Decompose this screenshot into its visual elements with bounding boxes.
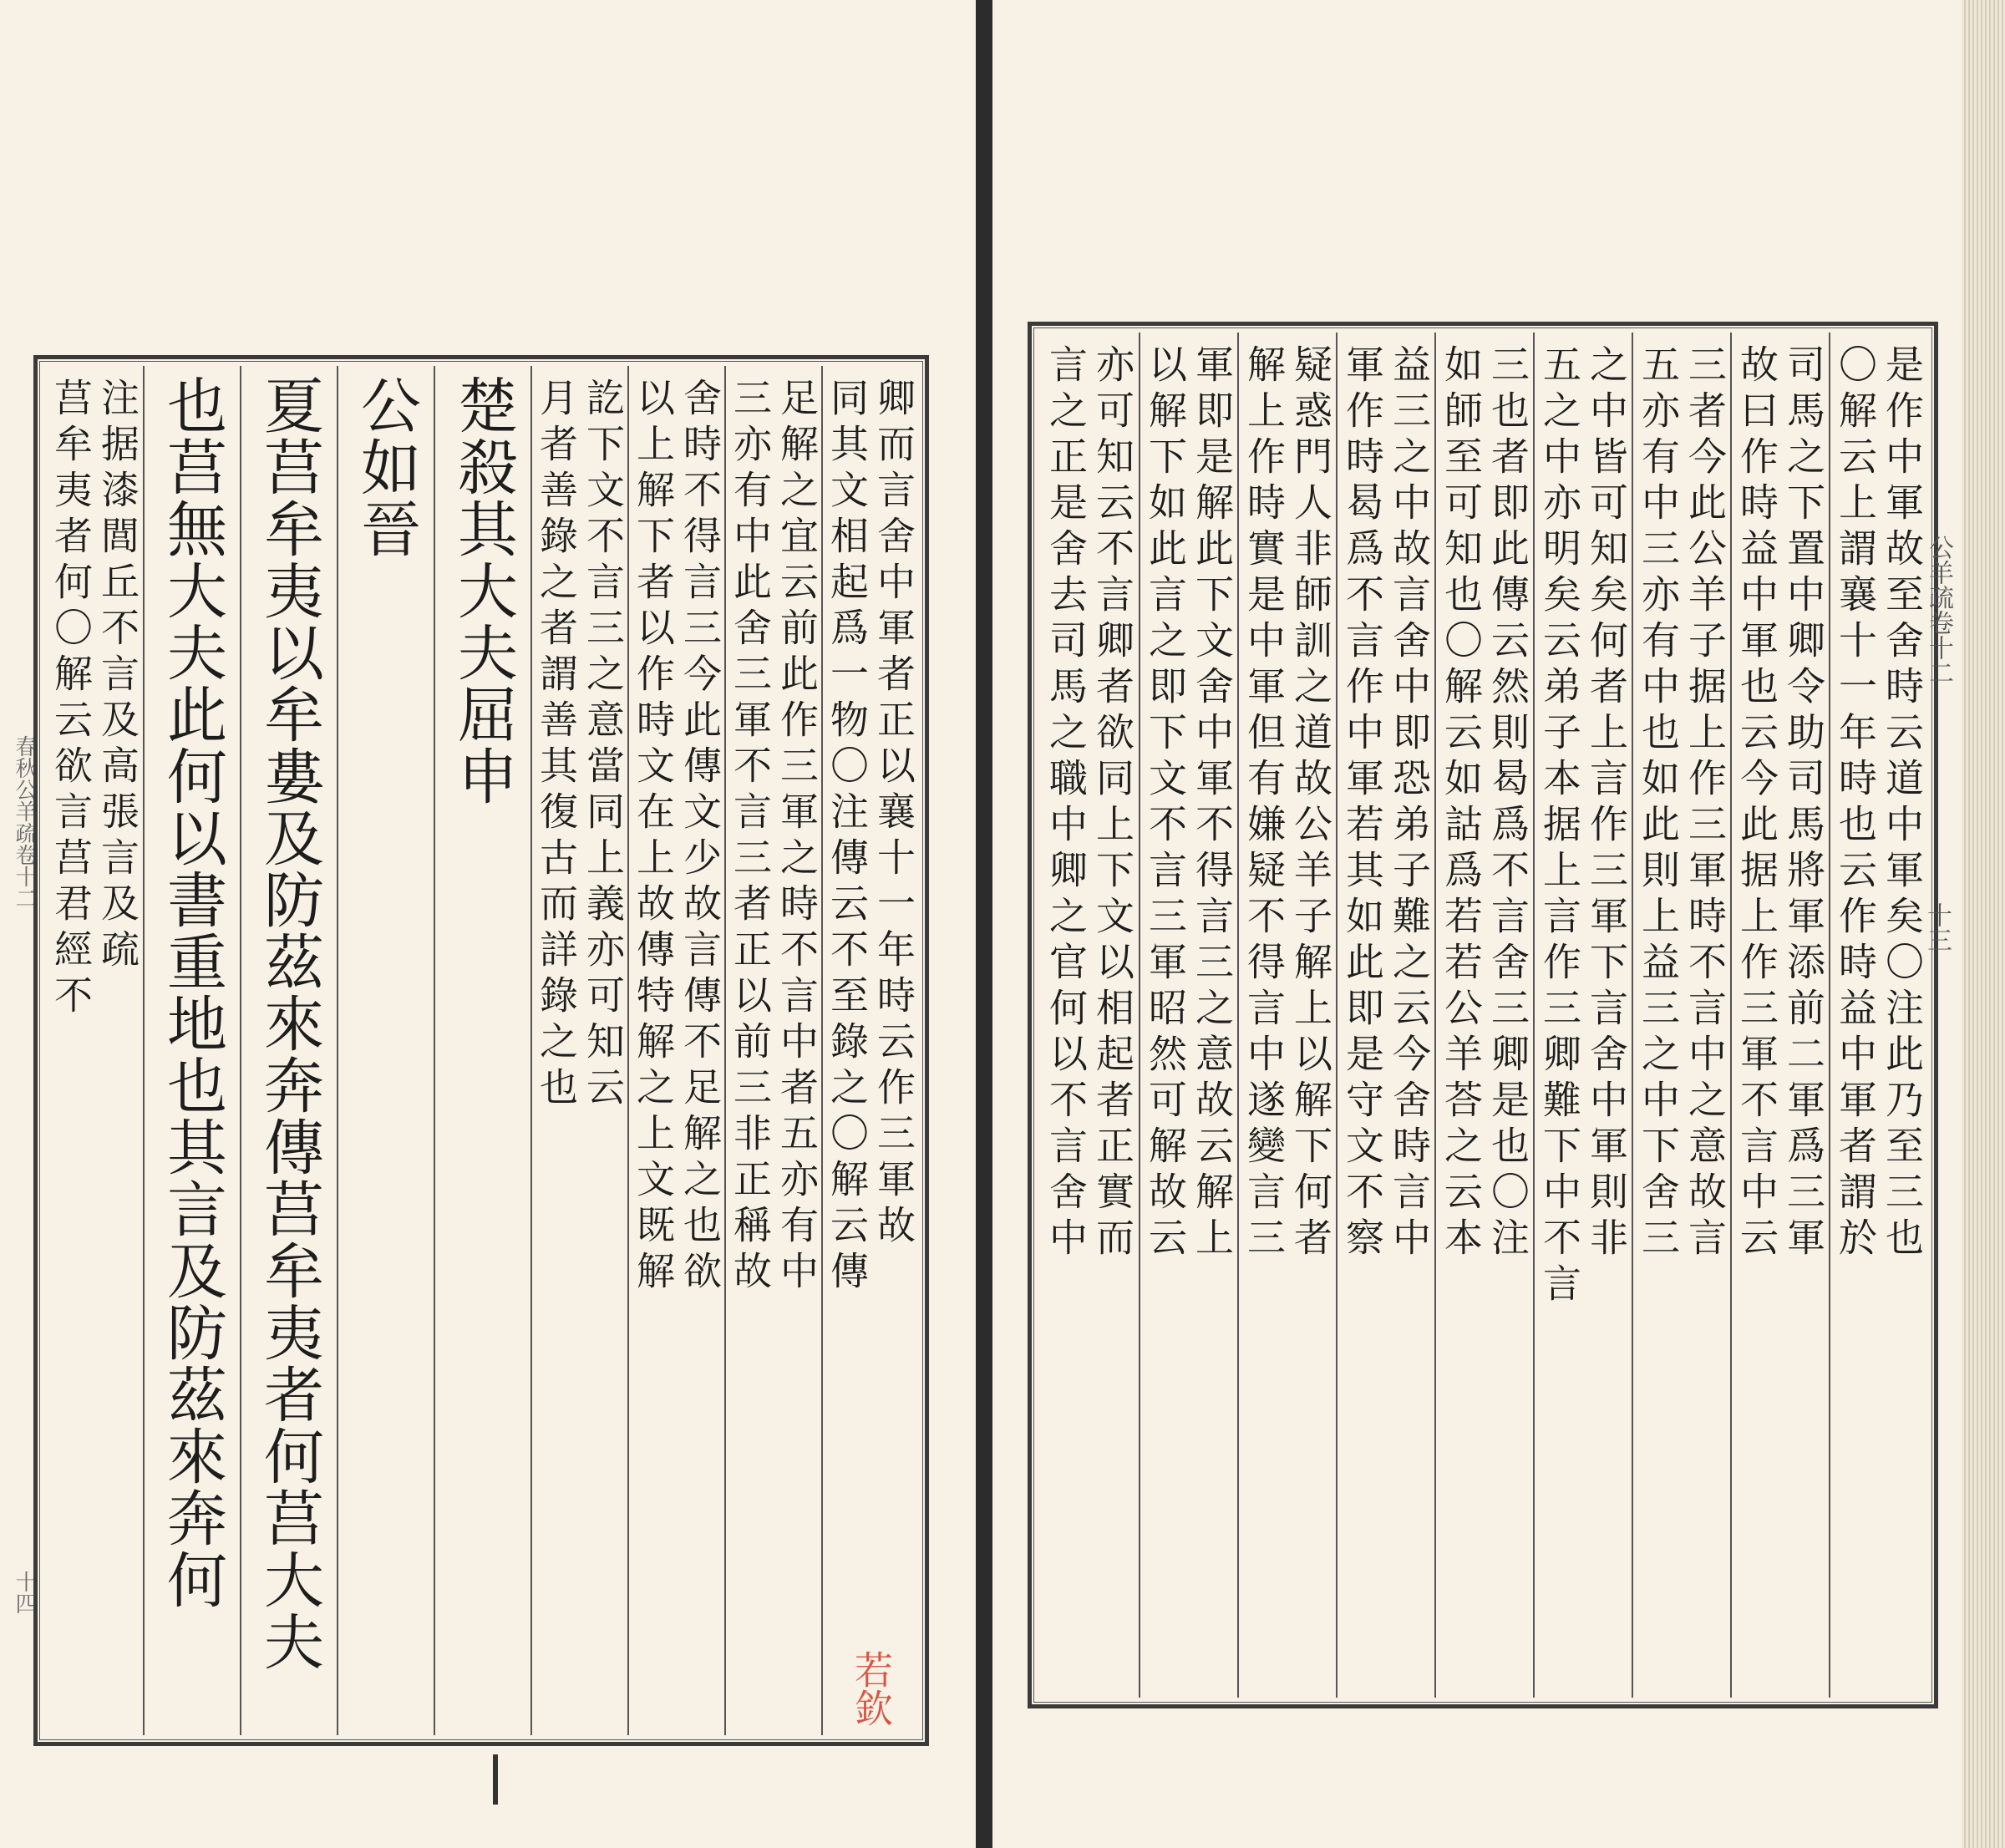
left-page: [0, 0, 976, 1848]
binding-mark: [493, 1754, 498, 1805]
left-margin-title: 春秋公羊疏卷十二: [12, 735, 37, 909]
commentary-line: 五之中亦明矣云弟子本据上言作三卿難下中不言: [1537, 344, 1582, 1309]
commentary-line: 卿而言舍中軍者正以襄十一年時云作三軍故: [871, 378, 916, 1251]
left-page-column: [530, 366, 627, 1735]
commentary-line: 三者今此公羊子据上作三軍時不言中之意故言: [1683, 344, 1728, 1263]
commentary-line: 足解之宜云前此作三軍之時不言中者五亦有中: [774, 378, 820, 1297]
commentary-line: 同其文相起爲一物〇注傳云不至錄之〇解云傳: [825, 378, 870, 1297]
commentary-line: 之中皆可知矣何者上言作三軍下言舍中軍則非: [1584, 344, 1629, 1263]
commentary-line: 〇解云上謂襄十一年時也云作時益中軍者謂於: [1833, 344, 1878, 1263]
page-edges: [1962, 0, 2005, 1848]
right-page-column: [1730, 333, 1829, 1698]
commentary-line: 莒牟夷者何〇解云欲言莒君經不: [48, 378, 94, 1021]
right-page-column: [1632, 333, 1730, 1698]
red-seal-stamp: 若欽: [849, 1650, 894, 1727]
right-page: [992, 0, 1962, 1848]
right-margin-title: 公羊疏卷十二: [1924, 535, 1953, 685]
commentary-line: 月者善錄之者謂善其復古而詳錄之也: [534, 378, 579, 1113]
commentary-line: 三亦有中此舍三軍不言三者正以前三非正稱故: [728, 378, 773, 1297]
commentary-line: 解上作時實是中軍但有嫌疑不得言中遂變言三: [1241, 344, 1287, 1263]
right-columns: [1038, 333, 1927, 1698]
commentary-line: 注据漆閭丘不言及高張言及疏: [95, 378, 140, 975]
right-page-column: [1434, 333, 1533, 1698]
book-gutter: [976, 0, 992, 1848]
commentary-line: 五亦有中三亦有中也如此則上益三之中下舍三: [1636, 344, 1681, 1263]
commentary-line: 以解下如此言之即下文不言三軍昭然可解故云: [1143, 344, 1188, 1263]
right-page-column: [1040, 333, 1139, 1698]
commentary-line: 舍時不得言三今此傳文少故言傳不足解之也欲: [678, 378, 723, 1297]
right-page-column: [1829, 333, 1927, 1698]
left-text-frame: [33, 355, 929, 1746]
commentary-line: 三也者即此傳云然則曷爲不言舍三卿是也〇注: [1485, 344, 1530, 1263]
commentary-line: 是作中軍故至舍時云道中軍矣〇注此乃至三也: [1880, 344, 1925, 1263]
left-page-column: [240, 366, 337, 1735]
left-page-column: [46, 366, 143, 1735]
commentary-line: 司馬之下置中卿令助司馬將軍添前二軍爲三軍: [1781, 344, 1826, 1263]
left-page-column: [724, 366, 821, 1735]
commentary-line: 軍作時曷爲不言作中軍若其如此即是守文不察: [1340, 344, 1385, 1263]
left-margin-folio: 十四: [12, 1571, 37, 1614]
commentary-line: 益三之中故言舍中即恐弟子難之云今舍時言中: [1387, 344, 1432, 1263]
right-page-column: [1237, 333, 1336, 1698]
right-page-column: [1139, 333, 1237, 1698]
main-text-line: 也莒無大夫此何以書重地也其言及防茲來奔何: [157, 374, 227, 1611]
left-page-column: [821, 366, 918, 1735]
commentary-line: 言之正是舍去司馬之職中卿之官何以不言舍中: [1043, 344, 1089, 1263]
right-text-frame: [1028, 322, 1938, 1708]
right-margin-folio: 十三: [1922, 902, 1952, 952]
main-text-line: 楚殺其大夫屈申: [448, 374, 518, 807]
commentary-line: 以上解下者以作時文在上故傳特解之上文既解: [631, 378, 676, 1297]
commentary-line: 疑惑門人非師訓之道故公羊子解上以解下何者: [1288, 344, 1333, 1263]
left-page-column: [434, 366, 530, 1735]
left-columns: [44, 366, 918, 1735]
left-page-column: [143, 366, 240, 1735]
left-page-column: [627, 366, 724, 1735]
commentary-line: 亦可知云不言卿者欲同上下文以相起者正實而: [1090, 344, 1135, 1263]
right-page-column: [1533, 333, 1632, 1698]
commentary-line: 故曰作時益中軍也云今此据上作三軍不言中云: [1734, 344, 1779, 1263]
commentary-line: 如師至可知也〇解云如詁爲若若公羊荅之云本: [1439, 344, 1484, 1263]
commentary-line: 軍即是解此下文舍中軍不得言三之意故云解上: [1190, 344, 1235, 1263]
right-page-column: [1336, 333, 1434, 1698]
main-text-line: 夏莒牟夷以牟婁及防茲來奔傳莒牟夷者何莒大夫: [254, 374, 324, 1673]
main-text-line: 公如晉: [351, 374, 421, 560]
commentary-line: 訖下文不言三之意當同上義亦可知云: [581, 378, 626, 1113]
left-page-column: [337, 366, 434, 1735]
